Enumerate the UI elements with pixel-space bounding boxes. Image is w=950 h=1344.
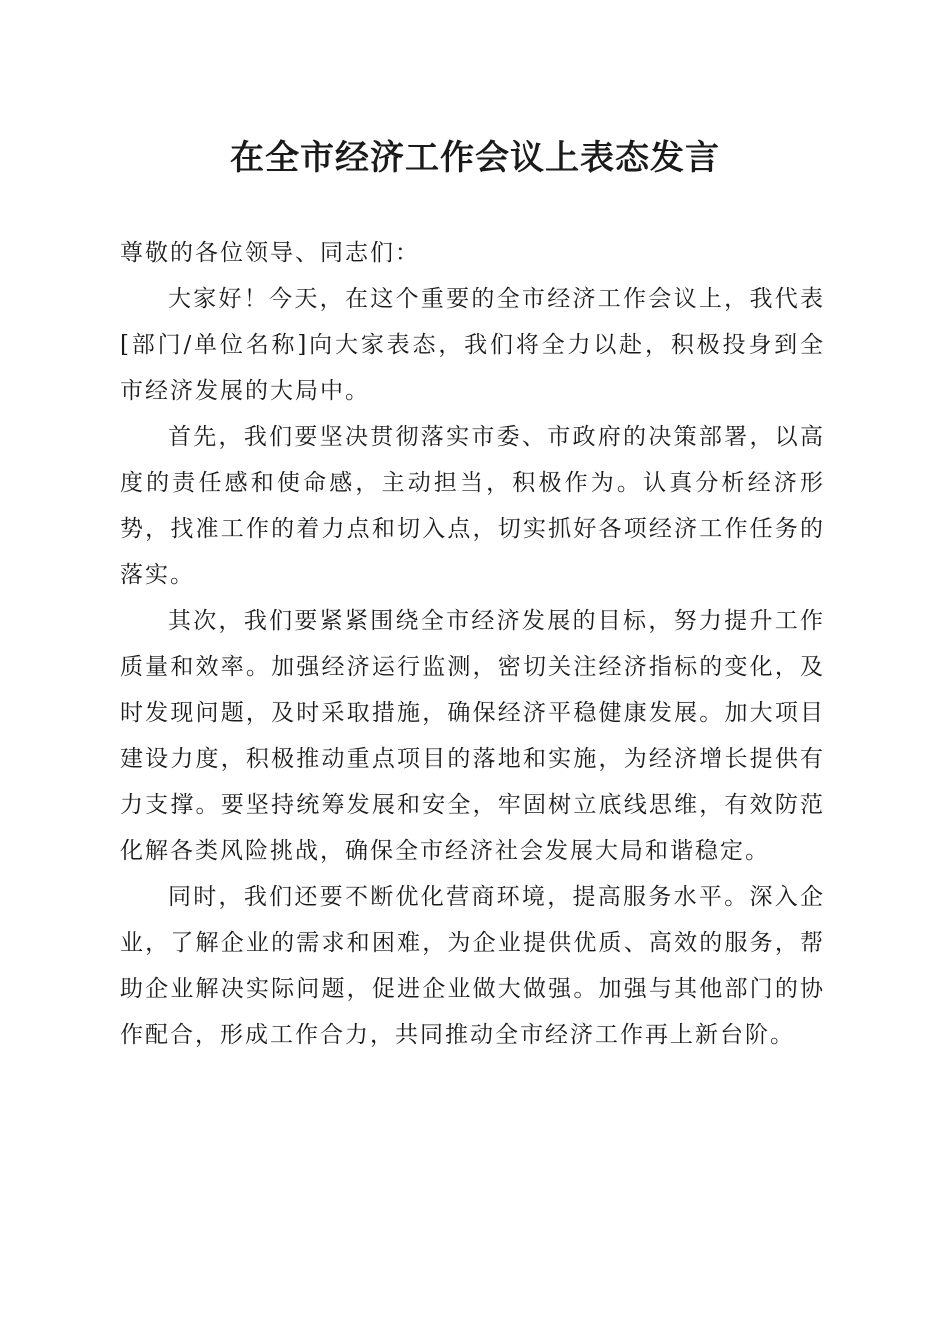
paragraph: 首先，我们要坚决贯彻落实市委、市政府的决策部署，以高度的责任感和使命感，主动担当，积极作为。认真分析经济形势，找准工作的着力点和切入点，切实抓好各项经济工作任务的落实。 (120, 424, 825, 588)
document-body (120, 230, 825, 1058)
paragraph: 大家好！今天，在这个重要的全市经济工作会议上，我代表[部门/单位名称]向大家表态，我们将全力以赴，积极投身到全市经济发展的大局中。 (120, 286, 825, 404)
paragraph: 同时，我们还要不断优化营商环境，提高服务水平。深入企业，了解企业的需求和困难，为企业提供优质、高效的服务，帮助企业解决实际问题，促进企业做大做强。加强与其他部门的协作配合，形成工作合力，共同推动全市经济工作再上新台阶。 (120, 884, 825, 1048)
paragraph: 其次，我们要紧紧围绕全市经济发展的目标，努力提升工作质量和效率。加强经济运行监测，密切关注经济指标的变化，及时发现问题，及时采取措施，确保经济平稳健康发展。加大项目建设力度，积极推动重点项目的落地和实施，为经济增长提供有力支撑。要坚持统筹发展和安全，牢固树立底线思维，有效防范化解各类风险挑战，确保全市经济社会发展大局和谐稳定。 (120, 608, 825, 864)
document-title: 在全市经济工作会议上表态发言 (230, 138, 720, 178)
salutation: 尊敬的各位领导、同志们： (120, 240, 420, 266)
